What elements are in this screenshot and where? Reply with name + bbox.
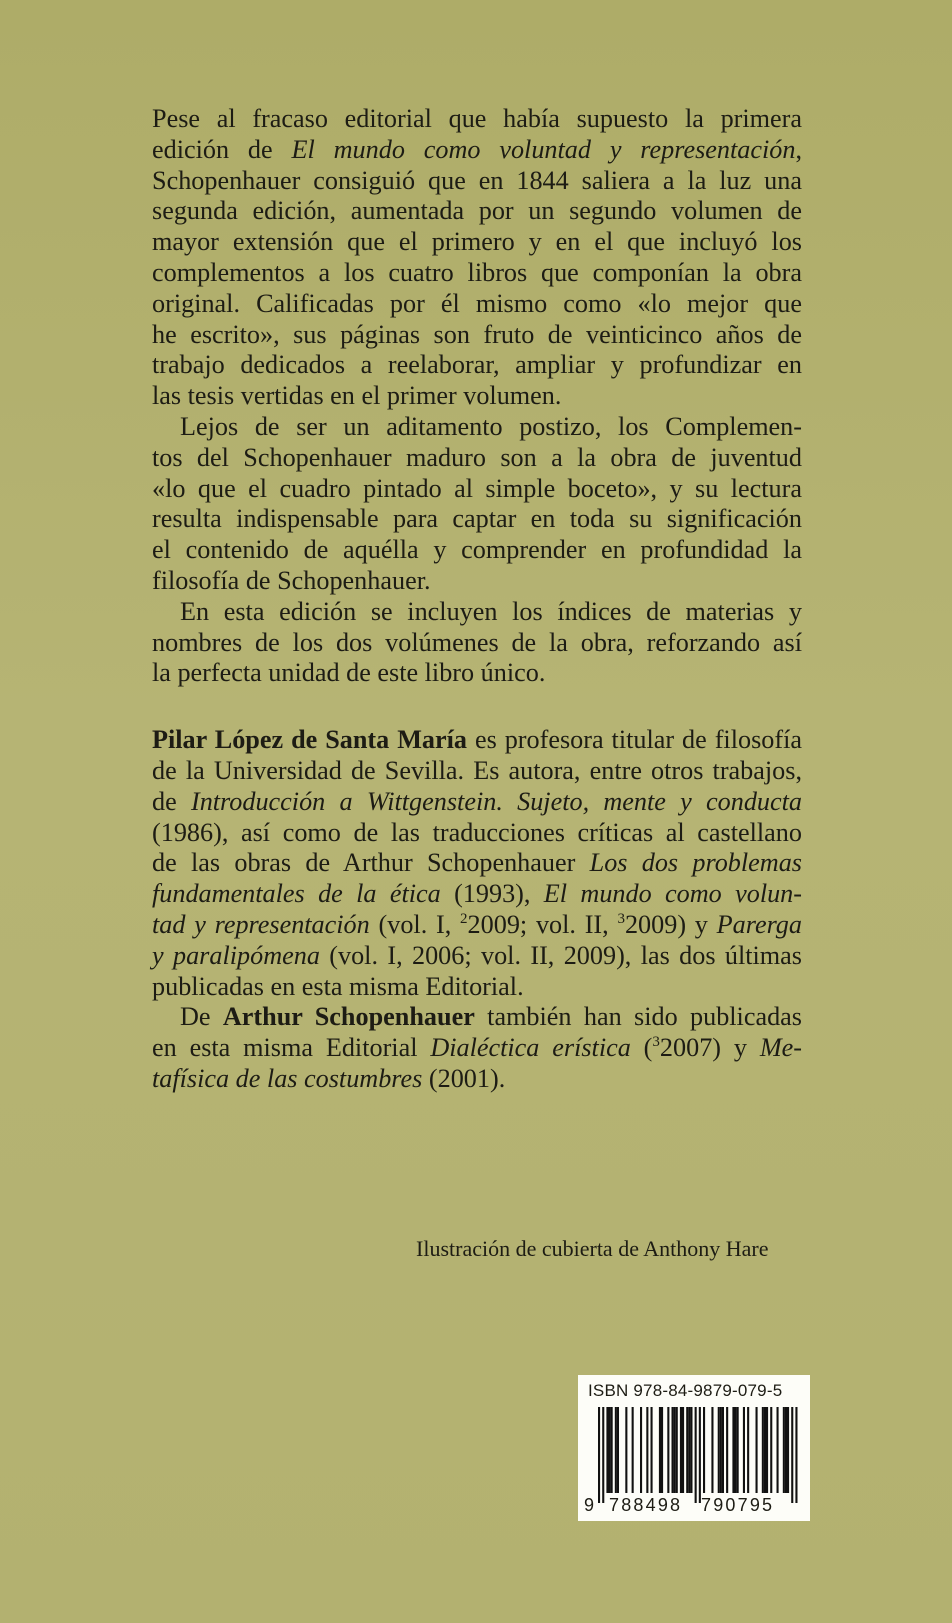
barcode-right-digits: 790795 bbox=[701, 1495, 775, 1515]
barcode-bar bbox=[609, 1407, 611, 1493]
barcode-bar bbox=[646, 1407, 648, 1493]
text-line bbox=[152, 1064, 802, 1095]
text-span: 3 bbox=[652, 1034, 660, 1051]
text-line bbox=[152, 412, 802, 443]
text-span: 2007) y bbox=[659, 1033, 760, 1063]
text-span: 2009) y bbox=[624, 909, 717, 939]
barcode-bar bbox=[737, 1407, 739, 1493]
barcode-bar bbox=[659, 1407, 661, 1493]
text-span: El mundo como volun- bbox=[543, 879, 802, 909]
text-line bbox=[152, 474, 802, 505]
text-span: Dialéctica erística bbox=[430, 1033, 631, 1063]
text-span: y paralipómena bbox=[152, 940, 320, 970]
text-span: (vol. I, 2006; vol. II, 2009), las dos últimas bbox=[319, 940, 802, 970]
text-line bbox=[152, 166, 802, 197]
barcode-bar bbox=[720, 1407, 722, 1493]
text-line bbox=[152, 818, 802, 849]
barcode-bar bbox=[651, 1407, 653, 1493]
text-span: el contenido de aquélla y comprender en profundidad la bbox=[152, 535, 802, 565]
text-span: Los dos problemas bbox=[589, 848, 802, 878]
barcode-bar bbox=[795, 1407, 797, 1503]
text-span: Parerga bbox=[716, 909, 802, 939]
text-line bbox=[152, 566, 802, 597]
text-span: la perfecta unidad de este libro único. bbox=[152, 658, 546, 688]
text-span: edición de bbox=[152, 134, 292, 164]
text-span: resulta indispensable para captar en toda su significación bbox=[152, 504, 802, 534]
barcode-left-digits: 788498 bbox=[609, 1495, 683, 1515]
paragraph-summary-1 bbox=[152, 104, 802, 412]
text-line bbox=[152, 104, 802, 135]
text-span: es profesora titular de filosofía bbox=[467, 725, 802, 755]
text-span: Lejos de ser un aditamento postizo, los Complemen- bbox=[180, 411, 802, 441]
barcode-bar bbox=[682, 1407, 684, 1493]
text-line bbox=[152, 1033, 802, 1064]
paragraph-summary-3 bbox=[152, 597, 802, 689]
barcode-bar bbox=[743, 1407, 745, 1493]
text-span: El mundo como voluntad y representación bbox=[291, 134, 796, 164]
text-line bbox=[152, 196, 802, 227]
text-line bbox=[152, 910, 802, 941]
text-line bbox=[152, 1002, 802, 1033]
barcode-bar bbox=[703, 1407, 705, 1493]
barcode-bar bbox=[690, 1407, 692, 1493]
barcode-bar bbox=[672, 1407, 674, 1493]
barcode-bar bbox=[726, 1407, 728, 1493]
paragraph-translator-bio bbox=[152, 725, 802, 1002]
paragraph-summary-2 bbox=[152, 412, 802, 597]
barcode-bar bbox=[787, 1407, 789, 1493]
text-span: tafísica de las costumbres bbox=[152, 1063, 423, 1093]
text-span: filosofía de Schopenhauer. bbox=[152, 565, 431, 595]
text-span: 3 bbox=[617, 910, 625, 927]
text-line bbox=[152, 597, 802, 628]
barcode-bar bbox=[711, 1407, 713, 1493]
text-line bbox=[152, 941, 802, 972]
text-line bbox=[152, 535, 802, 566]
text-line bbox=[152, 787, 802, 818]
barcode-bar bbox=[680, 1407, 682, 1493]
barcode-bar bbox=[699, 1407, 701, 1503]
barcode-lead-digit: 9 bbox=[584, 1495, 595, 1515]
text-span: mayor extensión que el primero y en el que incluyó los bbox=[152, 227, 802, 257]
text-span: En esta edición se incluyen los índices de materias y bbox=[180, 596, 802, 626]
text-line bbox=[152, 725, 802, 756]
barcode-bar bbox=[667, 1407, 669, 1493]
barcode-bars bbox=[598, 1407, 798, 1507]
text-span: publicadas en esta misma Editorial. bbox=[152, 971, 524, 1001]
barcode-bar bbox=[674, 1407, 676, 1493]
isbn-barcode bbox=[578, 1375, 810, 1521]
barcode-bar bbox=[770, 1407, 772, 1493]
text-span: Introducción a Wittgenstein. Sujeto, mente y conducta bbox=[190, 786, 802, 816]
text-span: de la Universidad de Sevilla. Es autora, entre otros trabajos, bbox=[152, 755, 802, 785]
text-line bbox=[152, 504, 802, 535]
text-span: «lo que el cuadro pintado al simple boceto», y su lectura bbox=[152, 473, 802, 503]
text-line bbox=[152, 848, 802, 879]
text-span: 2009; vol. II, bbox=[467, 909, 618, 939]
barcode-bar bbox=[762, 1407, 764, 1493]
barcode-bar bbox=[611, 1407, 613, 1493]
barcode-bar bbox=[695, 1407, 697, 1503]
text-span: (vol. I, bbox=[369, 909, 461, 939]
barcode-bar bbox=[735, 1407, 737, 1493]
text-span: de bbox=[152, 786, 191, 816]
text-span: de las obras de Arthur Schopenhauer bbox=[152, 848, 590, 878]
barcode-bar bbox=[722, 1407, 724, 1493]
text-span: original. Calificadas por él mismo como «lo mejor que bbox=[152, 288, 802, 318]
text-span: De bbox=[180, 1002, 223, 1032]
barcode-bar bbox=[756, 1407, 758, 1493]
barcode-bar bbox=[688, 1407, 690, 1493]
barcode-bar bbox=[732, 1407, 734, 1493]
barcode-bar bbox=[615, 1407, 617, 1493]
paragraph-author-publications bbox=[152, 1002, 802, 1094]
text-span: en esta misma Editorial bbox=[152, 1033, 431, 1063]
text-span: tos del Schopenhauer maduro son a la obra de juventud bbox=[152, 442, 802, 472]
text-span: Me- bbox=[759, 1033, 802, 1063]
barcode-bar bbox=[632, 1407, 634, 1493]
text-span: Arthur Schopenhauer bbox=[222, 1002, 475, 1032]
barcode-bar bbox=[625, 1407, 627, 1493]
text-span: nombres de los dos volúmenes de la obra, reforzando así bbox=[152, 627, 802, 657]
text-span: (2001). bbox=[422, 1063, 506, 1093]
text-line bbox=[152, 320, 802, 351]
text-span: Pese al fracaso editorial que había supuesto la primera bbox=[152, 104, 802, 133]
text-line bbox=[152, 135, 802, 166]
text-span: tad y representación bbox=[152, 909, 370, 939]
text-line bbox=[152, 972, 802, 1003]
text-line bbox=[152, 658, 802, 689]
text-span: Pilar López de Santa María bbox=[152, 725, 467, 755]
back-cover-text bbox=[152, 104, 802, 1095]
text-span: trabajo dedicados a reelaborar, ampliar y profundizar en bbox=[152, 350, 802, 380]
text-line bbox=[152, 350, 802, 381]
barcode-bar bbox=[640, 1407, 642, 1493]
barcode-bar bbox=[661, 1407, 663, 1493]
text-span: (1993), bbox=[440, 879, 544, 909]
text-span: (1986), así como de las traducciones críticas al castellano bbox=[152, 817, 802, 847]
text-line bbox=[152, 381, 802, 412]
text-span: , bbox=[795, 134, 802, 164]
barcode-bar bbox=[718, 1407, 720, 1493]
text-span: también han sido publicadas bbox=[474, 1002, 802, 1032]
text-span: he escrito», sus páginas son fruto de veinticinco años de bbox=[152, 319, 802, 349]
barcode-bar bbox=[686, 1407, 688, 1493]
text-span: ( bbox=[630, 1033, 653, 1063]
text-line bbox=[152, 628, 802, 659]
isbn-label: ISBN 978-84-9879-079-5 bbox=[588, 1381, 783, 1400]
text-line bbox=[152, 443, 802, 474]
barcode-bar bbox=[602, 1407, 604, 1503]
text-span: 2 bbox=[460, 910, 468, 927]
barcode-bar bbox=[785, 1407, 787, 1493]
text-span: segunda edición, aumentada por un segundo volumen de bbox=[152, 196, 802, 226]
barcode-bar bbox=[617, 1407, 619, 1493]
text-line bbox=[152, 879, 802, 910]
barcode-bar bbox=[783, 1407, 785, 1493]
barcode-bar bbox=[764, 1407, 766, 1493]
cover-illustration-credit: Ilustración de cubierta de Anthony Hare bbox=[416, 1236, 769, 1261]
barcode-bar bbox=[676, 1407, 678, 1493]
text-line bbox=[152, 258, 802, 289]
barcode-bar bbox=[791, 1407, 793, 1503]
text-span: complementos a los cuatro libros que componían la obra bbox=[152, 257, 802, 287]
text-line bbox=[152, 289, 802, 320]
text-span: fundamentales de la ética bbox=[152, 879, 441, 909]
barcode-bar bbox=[747, 1407, 749, 1493]
text-span: las tesis vertidas en el primer volumen. bbox=[152, 381, 562, 411]
text-line bbox=[152, 227, 802, 258]
barcode-bar bbox=[777, 1407, 779, 1493]
barcode-bar bbox=[598, 1407, 600, 1503]
barcode-bar bbox=[766, 1407, 768, 1493]
barcode-bar bbox=[606, 1407, 608, 1493]
text-line bbox=[152, 756, 802, 787]
text-span: Schopenhauer consiguió que en 1844 saliera a la luz una bbox=[152, 165, 802, 195]
